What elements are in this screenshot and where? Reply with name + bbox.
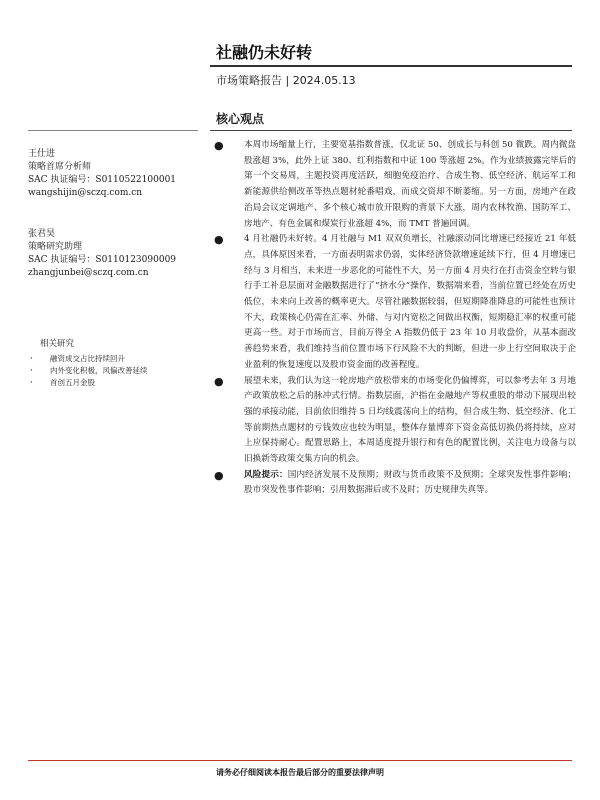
core-point-text: 本周市场缩量上行，主要宽基指数普涨，仅北证 50、创成长与科创 50 微跌。周内微盘股涨超 3%，此外上证 380、红利指数和中证 100 等涨超 2%。作为业绩披露完毕后的第一个交易周，主题投资再度活跃，细胞免疫治疗、合成生物、低空经济、航运军工和新能源供给侧改革等热点题材轮番唱戏，而成交资却不断萎缩。另一方面，房地产在政治局会议定调地产、多个核心城市放开限购的背景下大涨，周内农林牧渔、国防军工、房地产、有色金属和煤炭行业涨超 4%，而 TMT 普遍回调。 [244,140,576,229]
section-title: 核心观点 [216,112,265,126]
bullet-icon: ● [214,139,224,152]
core-points-list [214,138,576,499]
core-point [214,138,576,232]
bullet-icon: ● [214,468,224,482]
analyst-cert: SAC 执证编号：S0110522100001 [28,175,177,185]
analyst-email[interactable]: zhangjunbei@sczq.com.cn [28,268,149,278]
title-divider [210,65,572,67]
footer-divider [28,760,572,761]
analyst-role: 策略研究助理 [28,242,83,252]
core-point-text: 展望未来，我们认为这一轮房地产放松带来的市场变化仍偏博弈，可以参考去年 3 月地产政策放松之后的脉冲式行情。指数层面，沪指在金融地产等权重股的带动下展现出较强的承接动能，目前依旧维持 5 日均线震荡向上的结构，但合成生物、低空经济、化工等前期热点题材的亏钱效应也较为明显，整体存量博弈下资金高低切换仍将持续，应对上应保持耐心。配置思路上，本周适度提升银行和有色的配置比例，关注电力设备与以旧换新等政策交集方向的机会。 [244,375,576,465]
analyst-name: 张君昊 [28,229,56,239]
core-point [214,374,576,468]
related-research-title: 相关研究 [40,339,75,349]
core-point-lead: 风险提示： [244,469,288,480]
related-research-item[interactable]: · 内外变化积极，风偏改善延续 [28,365,208,377]
analyst-email[interactable]: wangshijin@sczq.com.cn [28,188,143,198]
analyst-role: 策略首席分析师 [28,162,92,172]
analyst-card [28,148,208,200]
sidebar-divider [28,130,198,131]
analyst-card [28,228,208,280]
analyst-name: 王仕进 [28,149,56,159]
core-point-text: 国内经济发展不及预期；财政与货币政策不及预期；全球突发性事件影响；股市突发性事件影响；引用数据滞后或不及时；历史规律失真等。 [244,469,576,496]
related-research-item[interactable]: · 融资成交占比持续回升 [28,353,208,365]
core-point-text: 4 月社融仍未好转。4 月社融与 M1 双双负增长，社融滚动同比增速已经接近 21 年低点，具体原因来看，一方面表明需求仍弱，实体经济贷款增速延续下行，但 4 月增速已经与 3 月相当，未来进一步恶化的可能性不大，另一方面 4 月央行在打击资金空转与银行手工补息层面对金融数据进行了“挤水分”操作，数据端来看，当前位置已经处在历史低位，未来向上改善的概率更大。尽管社融数据较弱，但短期降准降息的可能性也预计不大，政策核心仍需在汇率、外储、与对内宽松之间做出权衡，短期稳汇率的权重可能更高一些。对于市场而言，目前万得全 A 指数仍低于 23 年 10 月收盘价，从基本面改善趋势来看，我们维持当前位置市场下行风险不大的判断，但进一步上行空间取决于企业盈利的恢复速度以及股市资金面的改善程度。 [244,234,576,370]
section-divider [210,130,572,131]
core-point [214,468,576,499]
bullet-icon: ● [214,374,224,388]
report-subtitle: 市场策略报告 | 2024.05.13 [216,74,356,87]
related-research-item[interactable]: · 首创五月金股 [28,377,208,389]
core-point [214,232,576,373]
bullet-icon: ● [214,233,224,247]
report-title: 社融仍未好转 [216,43,313,62]
analyst-cert: SAC 执证编号：S0110123090009 [28,255,177,265]
legal-notice[interactable]: 请务必仔细阅读本报告最后部分的重要法律声明 [216,767,384,777]
related-research-list [28,353,208,389]
